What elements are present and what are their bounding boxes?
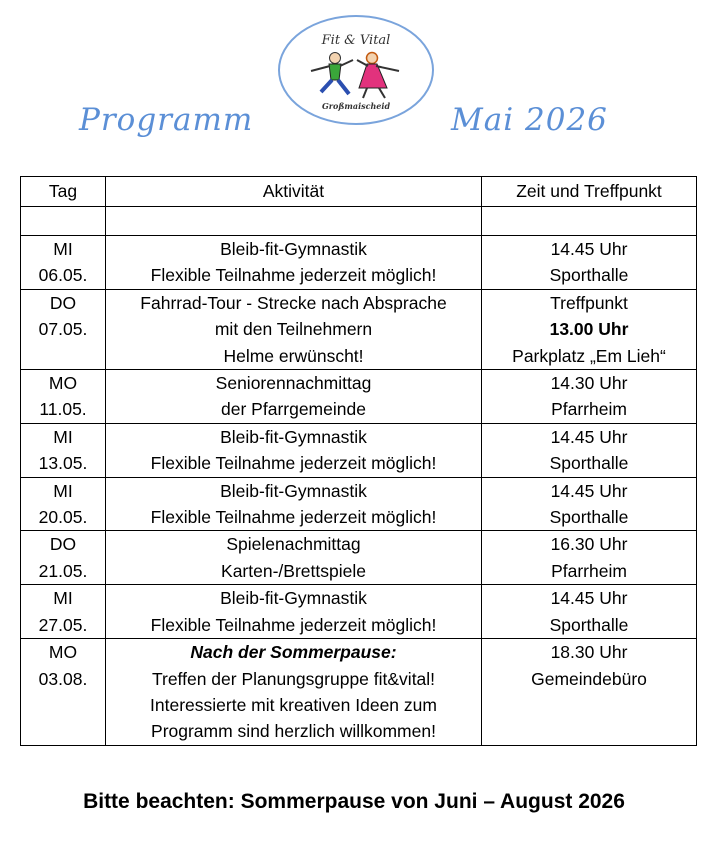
date: 13.05. bbox=[38, 453, 88, 474]
time: 14.45 Uhr bbox=[550, 239, 628, 259]
weekday: DO bbox=[49, 534, 77, 555]
time-place-cell bbox=[482, 423, 697, 477]
time-place-cell bbox=[482, 289, 697, 369]
table-row bbox=[21, 477, 697, 531]
activity-cell bbox=[106, 477, 482, 531]
activity-note: Flexible Teilnahme jederzeit möglich! bbox=[150, 265, 437, 286]
day-cell bbox=[21, 639, 106, 746]
table-row bbox=[21, 531, 697, 585]
table-header-row bbox=[21, 177, 697, 207]
date: 03.08. bbox=[38, 668, 88, 689]
activity-note: Treffen der Planungsgruppe fit&vital! bbox=[151, 668, 436, 689]
activity-note: Programm sind herzlich willkommen! bbox=[151, 721, 436, 742]
activity-cell bbox=[106, 289, 482, 369]
date: 06.05. bbox=[38, 265, 88, 286]
day-cell bbox=[21, 477, 106, 531]
weekday: MO bbox=[48, 642, 78, 663]
place: Gemeindebüro bbox=[531, 668, 647, 689]
time: 14.45 Uhr bbox=[550, 426, 628, 447]
column-header-day: Tag bbox=[21, 177, 106, 207]
column-header-time-place: Zeit und Treffpunkt bbox=[482, 177, 697, 207]
activity-title: Bleib-fit-Gymnastik bbox=[220, 239, 367, 259]
activity-note: Flexible Teilnahme jederzeit möglich! bbox=[150, 453, 437, 474]
place: Pfarrheim bbox=[551, 399, 627, 420]
day-cell bbox=[21, 423, 106, 477]
time: 16.30 Uhr bbox=[550, 534, 628, 555]
activity-title: Nach der Sommerpause: bbox=[190, 642, 397, 663]
time-place-cell bbox=[482, 370, 697, 424]
weekday: MI bbox=[53, 480, 73, 501]
activity-cell bbox=[106, 531, 482, 585]
day-cell bbox=[21, 585, 106, 639]
table-row bbox=[21, 289, 697, 369]
activity-title: Bleib-fit-Gymnastik bbox=[220, 480, 367, 501]
date: 21.05. bbox=[38, 560, 88, 581]
activity-note: mit den Teilnehmern bbox=[214, 319, 373, 340]
weekday: MI bbox=[53, 426, 73, 447]
fit-vital-logo bbox=[277, 14, 435, 126]
table-row bbox=[21, 639, 697, 746]
table-row bbox=[21, 370, 697, 424]
time-place-cell bbox=[482, 639, 697, 746]
empty-row bbox=[21, 207, 697, 236]
activity-note: Karten-/Brettspiele bbox=[221, 560, 366, 581]
time: 13.00 Uhr bbox=[549, 319, 629, 340]
day-cell bbox=[21, 289, 106, 369]
day-cell bbox=[21, 236, 106, 290]
table-row bbox=[21, 423, 697, 477]
time-place-cell bbox=[482, 236, 697, 290]
program-table bbox=[20, 176, 697, 746]
activity-note: Flexible Teilnahme jederzeit möglich! bbox=[150, 614, 437, 635]
time-place-cell bbox=[482, 477, 697, 531]
weekday: MI bbox=[53, 239, 73, 259]
activity-cell bbox=[106, 236, 482, 290]
date: 11.05. bbox=[39, 399, 87, 420]
activity-cell bbox=[106, 585, 482, 639]
activity-note: Interessierte mit kreativen Ideen zum bbox=[150, 694, 437, 715]
activity-title: Fahrrad-Tour - Strecke nach Absprache bbox=[140, 292, 447, 313]
weekday: DO bbox=[49, 292, 77, 313]
time: 14.45 Uhr bbox=[550, 480, 628, 501]
date: 20.05. bbox=[38, 507, 88, 528]
day-cell bbox=[21, 531, 106, 585]
time: 18.30 Uhr bbox=[550, 642, 628, 663]
place: Sporthalle bbox=[549, 265, 629, 286]
table-row bbox=[21, 585, 697, 639]
svg-text:Großmaischeid: Großmaischeid bbox=[321, 101, 391, 111]
weekday: MI bbox=[53, 588, 73, 609]
activity-title: Bleib-fit-Gymnastik bbox=[220, 588, 367, 609]
activity-title: Bleib-fit-Gymnastik bbox=[220, 426, 367, 447]
column-header-activity: Aktivität bbox=[106, 177, 482, 207]
time: 14.45 Uhr bbox=[550, 588, 628, 609]
activity-cell bbox=[106, 639, 482, 746]
activity-title: Spielenachmittag bbox=[226, 534, 361, 555]
place: Parkplatz „Em Lieh“ bbox=[512, 345, 666, 366]
activity-note: der Pfarrgemeinde bbox=[221, 399, 366, 420]
empty-cell bbox=[21, 207, 106, 236]
activity-title: Seniorennachmittag bbox=[215, 373, 372, 394]
month-heading: Mai 2026 bbox=[451, 102, 608, 138]
activity-cell bbox=[106, 370, 482, 424]
date: 27.05. bbox=[38, 614, 88, 635]
time-place-cell bbox=[482, 531, 697, 585]
time-place-cell bbox=[482, 585, 697, 639]
date: 07.05. bbox=[38, 319, 88, 340]
place: Sporthalle bbox=[549, 507, 629, 528]
program-heading: Programm bbox=[79, 102, 254, 138]
empty-cell bbox=[482, 207, 697, 236]
table-row bbox=[21, 236, 697, 290]
place: Pfarrheim bbox=[551, 560, 627, 581]
place: Sporthalle bbox=[549, 453, 629, 474]
activity-cell bbox=[106, 423, 482, 477]
place: Sporthalle bbox=[549, 614, 629, 635]
day-cell bbox=[21, 370, 106, 424]
activity-note: Helme erwünscht! bbox=[223, 345, 364, 366]
activity-note: Flexible Teilnahme jederzeit möglich! bbox=[150, 507, 437, 528]
summer-break-note: Bitte beachten: Sommerpause von Juni – August 2026 bbox=[83, 790, 625, 813]
empty-cell bbox=[106, 207, 482, 236]
weekday: MO bbox=[48, 373, 78, 394]
meeting-point-label: Treffpunkt bbox=[550, 292, 628, 313]
svg-text:Fit & Vital: Fit & Vital bbox=[321, 33, 391, 48]
time: 14.30 Uhr bbox=[550, 373, 628, 394]
